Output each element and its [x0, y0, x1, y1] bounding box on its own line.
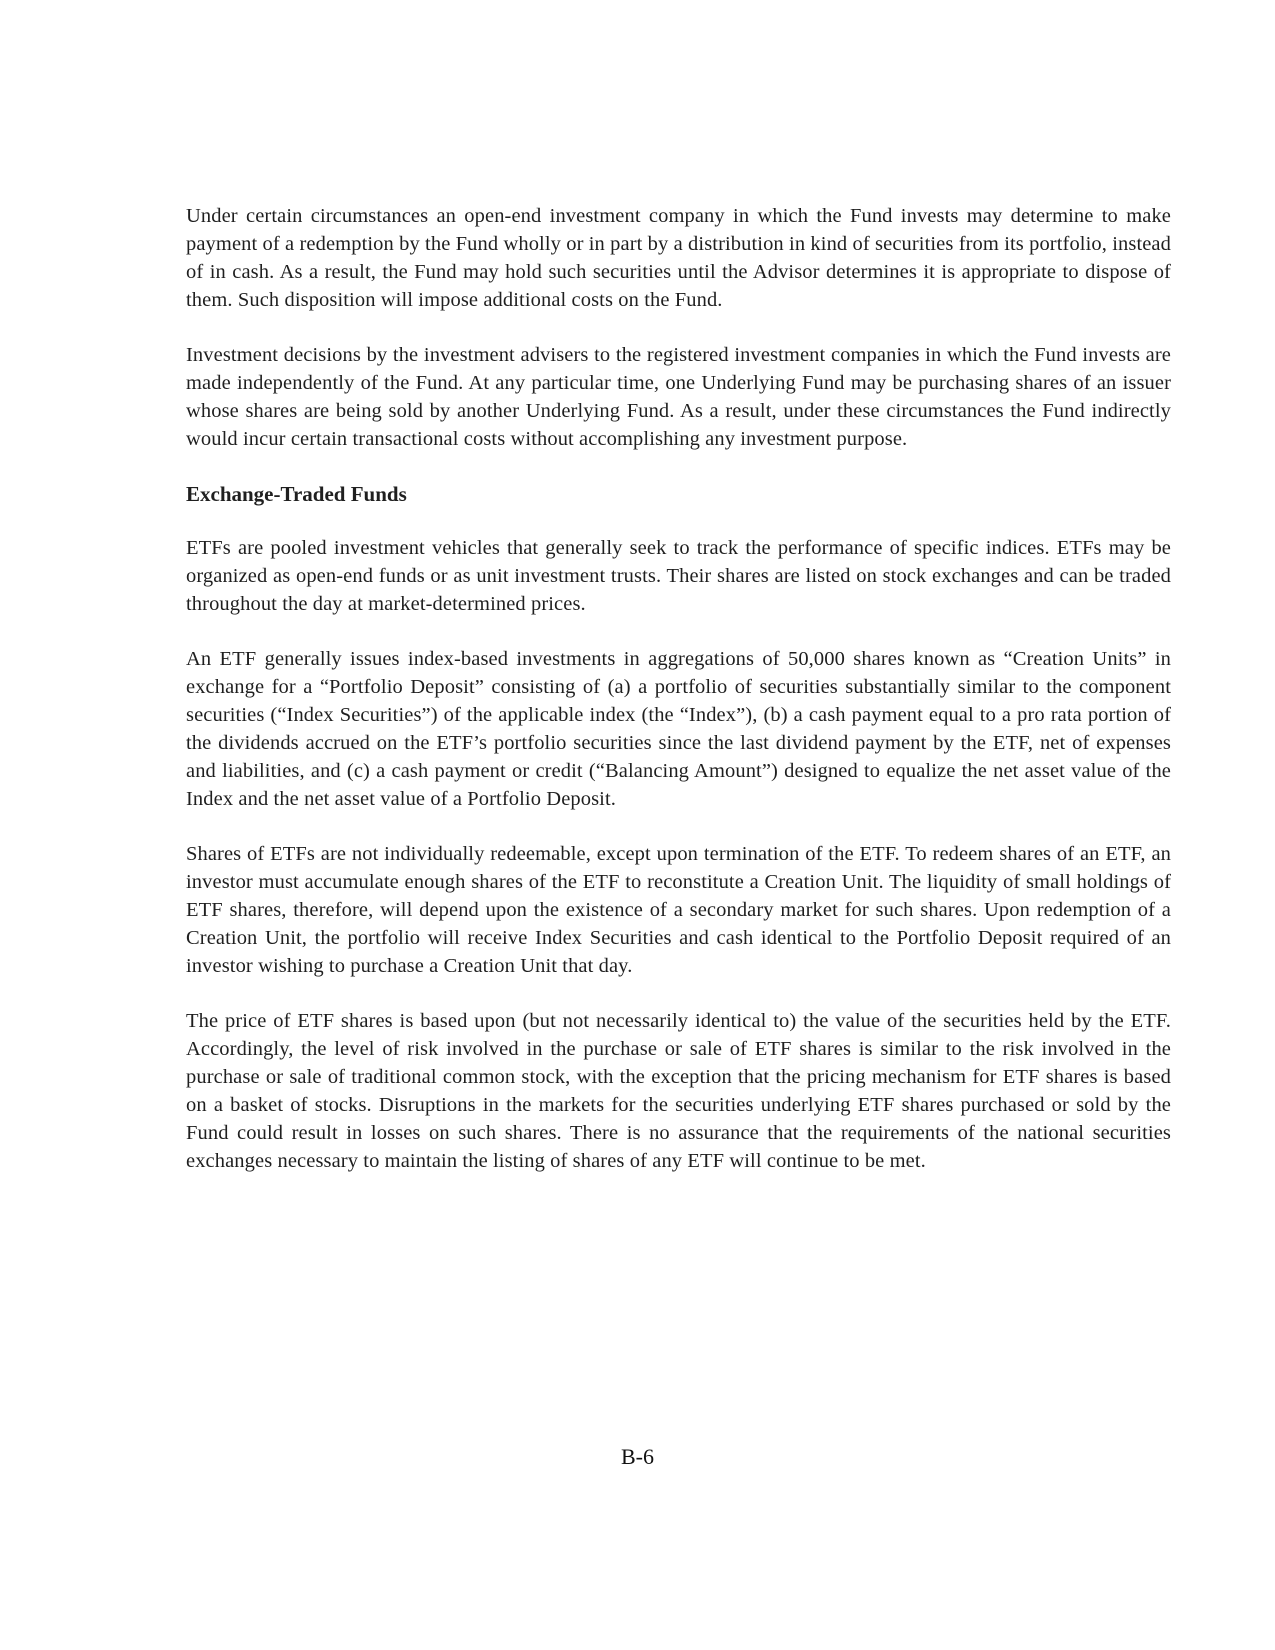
paragraph-creation-units: An ETF generally issues index-based investments in aggregations of 50,000 shares known as “Creation Units” in exchange for a “Portfolio Deposit” consisting of (a) a portfolio of securities substantially similar to the component securities (“Index Securities”) of the applicable index (the “Index”), (b) a cash payment equal to a pro rata portion of the dividends accrued on the ETF’s portfolio securities since the last dividend payment by the ETF, net of expenses and liabilities, and (c) a cash payment or credit (“Balancing Amount”) designed to equalize the net asset value of the Index and the net asset value of a Portfolio Deposit. — [186, 648, 1171, 810]
page-number: B-6 — [621, 1444, 654, 1469]
paragraph-redemption: Shares of ETFs are not individually redeemable, except upon termination of the ETF. To redeem shares of an ETF, an investor must accumulate enough shares of the ETF to reconstitute a Creation Unit. The liquidity of small holdings of ETF shares, therefore, will depend upon the existence of a secondary market for such shares. Upon redemption of a Creation Unit, the portfolio will receive Index Securities and cash identical to the Portfolio Deposit required of an investor wishing to purchase a Creation Unit that day. — [186, 843, 1171, 977]
paragraph-redemption-in-kind: Under certain circumstances an open-end investment company in which the Fund invests may determine to make payment of a redemption by the Fund wholly or in part by a distribution in kind of securities from its portfolio, instead of in cash. As a result, the Fund may hold such securities until the Advisor determines it is appropriate to dispose of them. Such disposition will impose additional costs on the Fund. — [186, 205, 1171, 311]
paragraph-etf-definition: ETFs are pooled investment vehicles that generally seek to track the performance of specific indices. ETFs may be organized as open-end funds or as unit investment trusts. Their shares are listed on stock exchanges and can be traded throughout the day at market-determined prices. — [186, 537, 1171, 615]
section-heading-etfs: Exchange-Traded Funds — [186, 482, 407, 506]
paragraph-etf-price-risk: The price of ETF shares is based upon (but not necessarily identical to) the value of the securities held by the ETF. Accordingly, the level of risk involved in the purchase or sale of ETF shares is similar to the risk involved in the purchase or sale of traditional common stock, with the exception that the pricing mechanism for ETF shares is based on a basket of stocks. Disruptions in the markets for the securities underlying ETF shares purchased or sold by the Fund could result in losses on such shares. There is no assurance that the requirements of the national securities exchanges necessary to maintain the listing of shares of any ETF will continue to be met. — [186, 1010, 1171, 1172]
paragraph-independent-decisions: Investment decisions by the investment advisers to the registered investment companies in which the Fund invests are made independently of the Fund. At any particular time, one Underlying Fund may be purchasing shares of an issuer whose shares are being sold by another Underlying Fund. As a result, under these circumstances the Fund indirectly would incur certain transactional costs without accomplishing any investment purpose. — [186, 344, 1171, 450]
document-body — [186, 202, 1171, 1202]
